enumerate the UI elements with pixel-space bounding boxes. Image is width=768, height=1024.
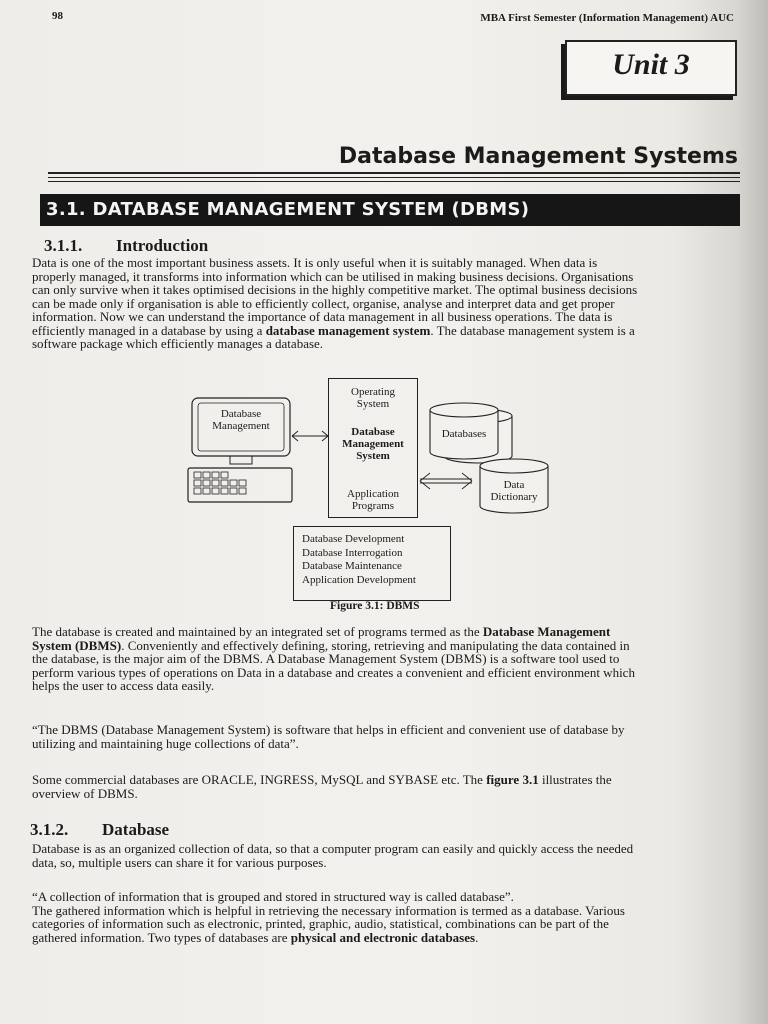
fig-label: Management	[342, 438, 404, 450]
text-line: Database is as an organized collection of data, so that a computer program can easily and quickly access the needed	[32, 841, 634, 856]
fig-label: Dictionary	[490, 491, 538, 503]
title-rule	[48, 181, 740, 182]
list-item: Application Development	[302, 573, 416, 586]
arrow-left	[292, 431, 328, 441]
text-line	[32, 773, 748, 787]
text-span: . The database management system is a	[430, 322, 635, 338]
dbms-label	[330, 426, 416, 462]
computer-screen-label	[198, 408, 284, 432]
fig-label: Management	[212, 420, 270, 432]
database-paragraph	[32, 842, 748, 869]
fig-label: Data	[503, 479, 525, 491]
keyboard-keys	[194, 472, 246, 494]
dbms-tasks-box	[293, 526, 451, 601]
figure-caption: Figure 3.1: DBMS	[330, 600, 420, 612]
fig-label: Database	[220, 408, 262, 420]
text-line: categories of information such as electronic, printed, graphic, audio, statistical, combinations can be part of the	[32, 916, 609, 931]
fig-label: Application	[347, 488, 399, 500]
text-line: information. Now we can understand the importance of data management in all business operations. The data is	[32, 309, 613, 324]
text-line: “The DBMS (Database Management System) is software that helps in efficient and convenient use of database by	[32, 722, 625, 737]
databases-label: Databases	[441, 428, 487, 440]
section-title: 3.1. DATABASE MANAGEMENT SYSTEM (DBMS)	[46, 199, 530, 220]
subsection-number: 3.1.2.	[30, 820, 69, 839]
bold-term: System (DBMS)	[32, 637, 122, 653]
text-line	[32, 639, 748, 653]
text-line: “A collection of information that is grouped and stored in structured way is called database”.	[32, 889, 514, 904]
subsection-heading-introduction	[44, 236, 208, 256]
intro-paragraph	[32, 256, 748, 351]
fig-label: Programs	[351, 500, 395, 512]
section-bar	[40, 194, 740, 226]
text-span: illustrates the	[538, 772, 612, 787]
data-dictionary-label	[480, 479, 548, 503]
text-span: The database is created and maintained by an integrated set of programs termed as the	[32, 624, 483, 639]
dbms-paragraph	[32, 625, 748, 693]
subsection-title: Database	[102, 820, 170, 839]
text-line	[32, 625, 748, 639]
subsection-heading-database	[30, 820, 169, 840]
fig-label: Operating	[351, 386, 395, 398]
unit-label: Unit 3	[612, 48, 690, 81]
monitor-stand	[230, 456, 252, 464]
text-span: . Conveniently and effectively defining, storing, retrieving and manipulating the data contained in	[121, 637, 630, 653]
text-line	[32, 324, 748, 338]
chapter-title: Database Management Systems	[338, 144, 738, 169]
text-line	[32, 931, 748, 945]
fig-label: Database	[351, 426, 395, 438]
text-line: perform various types of operations on Data in a database and creates a convenient and efficient environment which	[32, 664, 635, 680]
page-number: 98	[52, 10, 63, 22]
text-span: Some commercial databases are ORACLE, INGRESS, MySQL and SYBASE etc. The	[32, 772, 487, 787]
text-line: utilizing and maintaining huge collections of data”.	[32, 735, 299, 751]
text-line: software package which efficiently manages a database.	[32, 336, 324, 351]
text-line: helps the user to access data easily.	[32, 678, 215, 693]
text-line: can only survive when it takes optimised decisions in the highly competitive market. The optimal business decisions	[32, 282, 638, 297]
text-line: can be made only if organisation is able to efficiently collect, organise, analyse and interpret data and get proper	[32, 295, 615, 311]
bold-term: figure 3.1	[486, 772, 539, 787]
fig-label: System	[356, 450, 390, 462]
title-rule	[48, 177, 740, 178]
text-span: gathered information. Two types of databases are	[32, 929, 291, 945]
app-programs-label	[330, 488, 416, 512]
text-span: efficiently managed in a database by using a	[32, 322, 266, 338]
unit-box	[565, 40, 737, 96]
text-line: the database, is the major aim of the DBMS. A Database Management System (DBMS) is a software tool used to	[32, 651, 620, 666]
text-line: properly managed, it transforms into information which can be utilised in making business decisions. Organisations	[32, 268, 634, 284]
list-item: Database Development	[302, 533, 405, 545]
dbms-definition-quote	[32, 723, 748, 750]
arrow-right	[420, 473, 472, 489]
fig-label: System	[356, 398, 390, 410]
text-line: The gathered information which is helpful in retrieving the necessary information is termed as a database. Various	[32, 902, 625, 918]
database-definition-paragraph	[32, 890, 748, 944]
text-span: .	[475, 929, 479, 945]
text-line: Data is one of the most important business assets. It is only useful when it is suitably managed. When data is	[32, 255, 598, 270]
list-item: Database Maintenance	[302, 560, 402, 572]
dbms-task-list	[302, 533, 416, 587]
keyboard	[188, 468, 292, 502]
bold-term: Database Management	[482, 624, 611, 639]
commercial-databases-paragraph	[32, 773, 748, 800]
bold-term: physical and electronic databases	[290, 929, 476, 945]
list-item: Database Interrogation	[302, 546, 403, 559]
subsection-number: 3.1.1.	[44, 236, 83, 255]
running-head: MBA First Semester (Information Management) AUC	[480, 12, 734, 24]
os-label	[330, 386, 416, 410]
title-rule	[48, 172, 740, 174]
subsection-title: Introduction	[116, 236, 209, 255]
text-line: data, so, multiple users can share it for various purposes.	[32, 854, 327, 870]
text-line: overview of DBMS.	[32, 785, 138, 801]
bold-term: database management system	[265, 322, 431, 338]
